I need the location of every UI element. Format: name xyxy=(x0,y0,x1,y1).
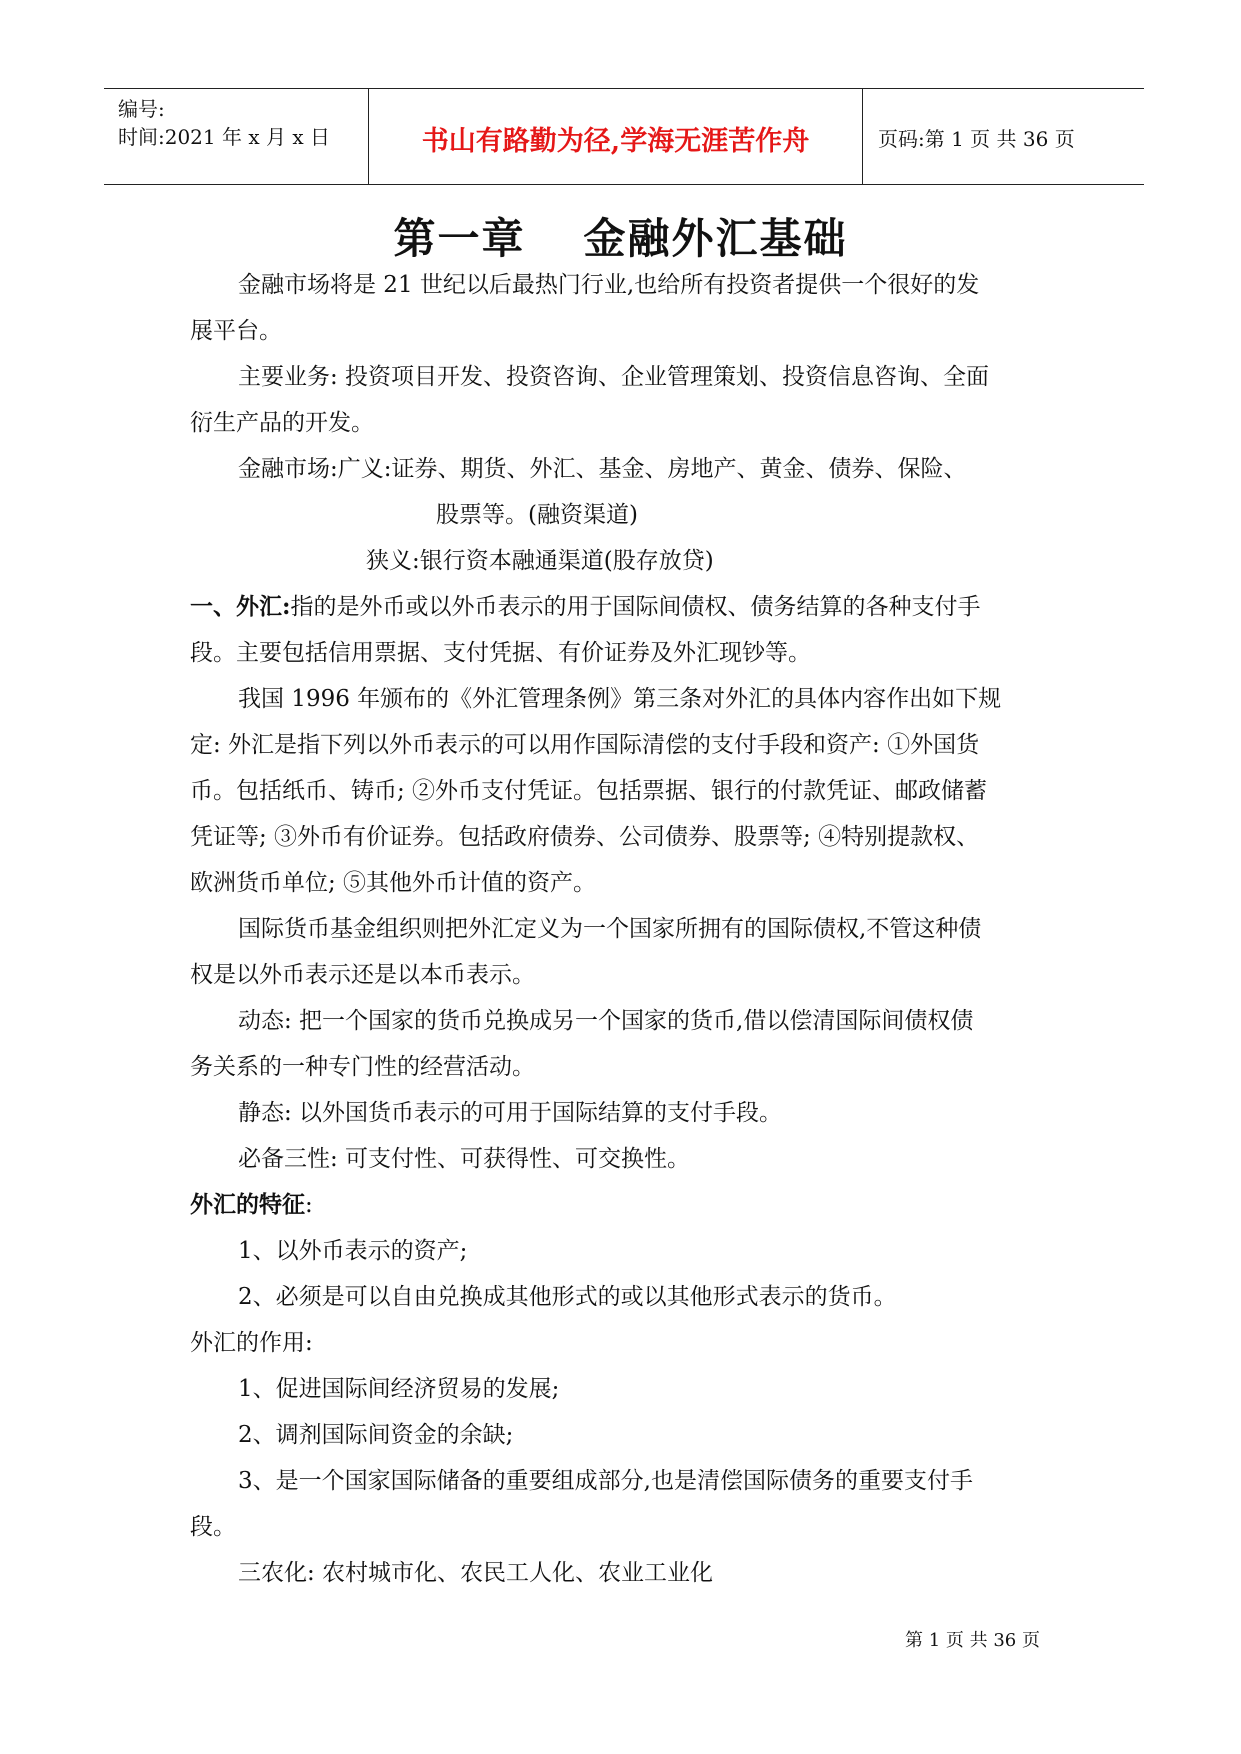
text-line: 动态: 把一个国家的货币兑换成另一个国家的货币,借以偿清国际间债权债 xyxy=(238,1008,974,1034)
text-line: 必备三性: 可支付性、可获得性、可交换性。 xyxy=(238,1146,691,1172)
list-item: 1、以外币表示的资产; xyxy=(238,1238,468,1264)
text-line: 三农化: 农村城市化、农民工人化、农业工业化 xyxy=(238,1560,714,1586)
list-item: 1、促进国际间经济贸易的发展; xyxy=(238,1376,560,1402)
motto-text: 书山有路勤为径,学海无涯苦作舟 xyxy=(421,126,810,157)
paragraph-market xyxy=(190,446,1070,584)
text-line: 务关系的一种专门性的经营活动。 xyxy=(190,1054,535,1080)
paragraph-fx-definition xyxy=(190,584,1070,676)
text-line: 金融市场:广义:证券、期货、外汇、基金、房地产、黄金、债券、保险、 xyxy=(238,456,967,482)
text-line: 金融市场将是 21 世纪以后最热门行业,也给所有投资者提供一个很好的发 xyxy=(238,272,980,298)
paragraph-regulation xyxy=(190,676,1070,906)
text-line: 币。包括纸币、铸币; ②外币支付凭证。包括票据、银行的付款凭证、邮政储蓄 xyxy=(190,778,988,804)
text-line: 我国 1996 年颁布的《外汇管理条例》第三条对外汇的具体内容作出如下规 xyxy=(238,686,1002,712)
header-meta-cell xyxy=(104,89,369,184)
text-line: 国际货币基金组织则把外汇定义为一个国家所拥有的国际债权,不管这种债 xyxy=(238,916,982,942)
text-line: 段。 xyxy=(190,1514,236,1540)
paragraph-intro xyxy=(190,262,1070,354)
roles-heading: 外汇的作用: xyxy=(190,1330,313,1356)
header-page-cell xyxy=(864,89,1144,184)
text-line: : xyxy=(305,1192,313,1218)
text-line: 衍生产品的开发。 xyxy=(190,410,374,436)
text-line: 主要业务: 投资项目开发、投资咨询、企业管理策划、投资信息咨询、全面 xyxy=(238,364,990,390)
paragraph-business xyxy=(190,354,1070,446)
list-item: 2、必须是可以自由兑换成其他形式的或以其他形式表示的货币。 xyxy=(238,1284,897,1310)
text-line: 欧洲货币单位; ⑤其他外币计值的资产。 xyxy=(190,870,597,896)
features-heading: 外汇的特征 xyxy=(190,1191,305,1218)
time-label: 时间:2021 年 x 月 x 日 xyxy=(118,125,330,149)
list-item: 3、是一个国家国际储备的重要组成部分,也是清偿国际债务的重要支付手 xyxy=(238,1468,973,1494)
header-page-info: 页码:第 1 页 共 36 页 xyxy=(878,127,1075,151)
features-section xyxy=(190,1182,1070,1596)
fx-heading: 一、外汇: xyxy=(190,593,291,620)
chapter-name: 金融外汇基础 xyxy=(583,214,848,263)
text-line: 凭证等; ③外币有价证券。包括政府债券、公司债券、股票等; ④特别提款权、 xyxy=(190,824,980,850)
paragraph-imf xyxy=(190,906,1070,998)
text-line: 指的是外币或以外币表示的用于国际间债权、债务结算的各种支付手 xyxy=(290,594,981,620)
number-label: 编号: xyxy=(118,97,165,121)
paragraph-dynamic xyxy=(190,998,1070,1090)
paragraph-static xyxy=(190,1090,1070,1182)
page-header xyxy=(104,88,1144,185)
text-line: 狭义:银行资本融通渠道(股存放贷) xyxy=(366,548,714,574)
header-motto-cell xyxy=(369,89,863,184)
chapter-number: 第一章 xyxy=(393,214,526,263)
text-line: 定: 外汇是指下列以外币表示的可以用作国际清偿的支付手段和资产: ①外国货 xyxy=(190,732,980,758)
text-line: 展平台。 xyxy=(190,318,282,344)
page-footer: 第 1 页 共 36 页 xyxy=(905,1630,1040,1651)
text-line: 段。主要包括信用票据、支付凭据、有价证券及外汇现钞等。 xyxy=(190,640,811,666)
text-line: 权是以外币表示还是以本币表示。 xyxy=(190,962,535,988)
chapter-title xyxy=(0,206,1241,266)
text-line: 股票等。(融资渠道) xyxy=(436,502,638,528)
list-item: 2、调剂国际间资金的余缺; xyxy=(238,1422,514,1448)
text-line: 静态: 以外国货币表示的可用于国际结算的支付手段。 xyxy=(238,1100,783,1126)
